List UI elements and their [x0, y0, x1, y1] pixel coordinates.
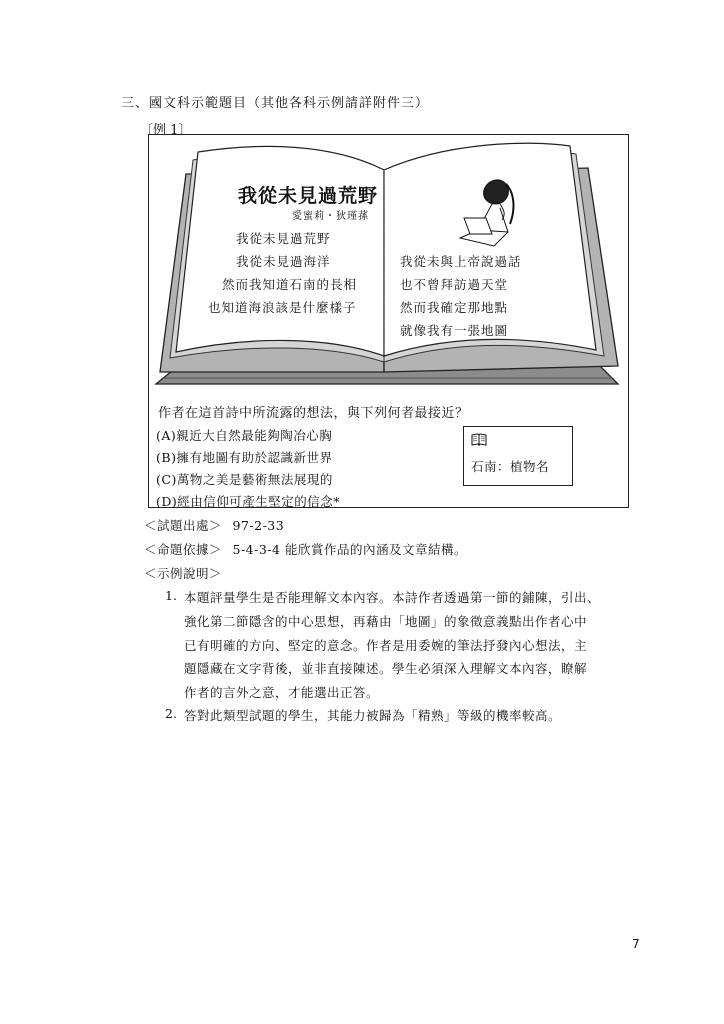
question-text: 作者在這首詩中所流露的想法，與下列何者最接近？ [158, 406, 469, 421]
section-heading: 三、國文科示範題目（其他各科示例請詳附件三） [121, 96, 430, 111]
explanation-line: 答對此類型試題的學生，其能力被歸為「精熟」等級的機率較高。 [184, 708, 562, 723]
page-number: 7 [632, 937, 640, 951]
poem-left-line: 也知道海浪該是什麼樣子 [208, 300, 357, 315]
poem-left-line: 我從未見過海洋 [236, 254, 331, 269]
explanation-label: ＜示例說明＞ [144, 566, 223, 581]
basis-label: ＜命題依據＞ [144, 542, 223, 557]
basis-row [144, 540, 467, 558]
explanation-line: 題隱藏在文字背後，並非直接陳述。學生必須深入理解文本內容，瞭解 [184, 661, 588, 676]
poem-right-line: 我從未與上帝說過話 [400, 254, 522, 269]
answer-option-c: (C)萬物之美是藝術無法展現的 [156, 472, 333, 487]
answer-option-b: (B)擁有地圖有助於認識新世界 [156, 450, 333, 465]
answer-option-d: (D)經由信仰可產生堅定的信念* [156, 494, 341, 509]
example-label: 〔例 1〕 [140, 123, 192, 138]
source-label: ＜試題出處＞ [144, 518, 223, 533]
poem-right-line: 就像我有一張地圖 [400, 323, 509, 338]
explanation-line: 本題評量學生是否能理解文本內容。本詩作者透過第一節的鋪陳，引出、 [184, 590, 601, 605]
poem-author: 愛蜜莉・狄瑾蓀 [292, 211, 369, 222]
poem-left-line: 我從未見過荒野 [236, 231, 331, 246]
explanation-line: 已有明確的方向、堅定的意念。作者是用委婉的筆法抒發內心想法，主 [184, 638, 588, 653]
answer-option-a: (A)親近大自然最能夠陶冶心胸 [156, 428, 333, 443]
open-book-illustration [148, 134, 629, 394]
book-icon [471, 433, 487, 446]
source-row [144, 516, 284, 534]
item-number: 1. [165, 588, 177, 603]
explanation-line: 強化第二節隱含的中心思想，再藉由「地圖」的象徵意義點出作者心中 [184, 614, 588, 629]
poem-right-line: 也不曾拜訪過天堂 [400, 277, 509, 292]
basis-value: 5-4-3-4 能欣賞作品的內涵及文章結構。 [232, 542, 467, 557]
source-value: 97-2-33 [232, 518, 285, 533]
item-number: 2. [165, 706, 177, 721]
poem-right-line: 然而我確定那地點 [400, 300, 509, 315]
poem-left-line: 然而我知道石南的長相 [222, 277, 358, 292]
poem-title: 我從未見過荒野 [238, 185, 379, 207]
explanation-line: 作者的言外之意，才能選出正答。 [184, 685, 380, 700]
vocabulary-note-text: 石南：植物名 [471, 459, 550, 474]
